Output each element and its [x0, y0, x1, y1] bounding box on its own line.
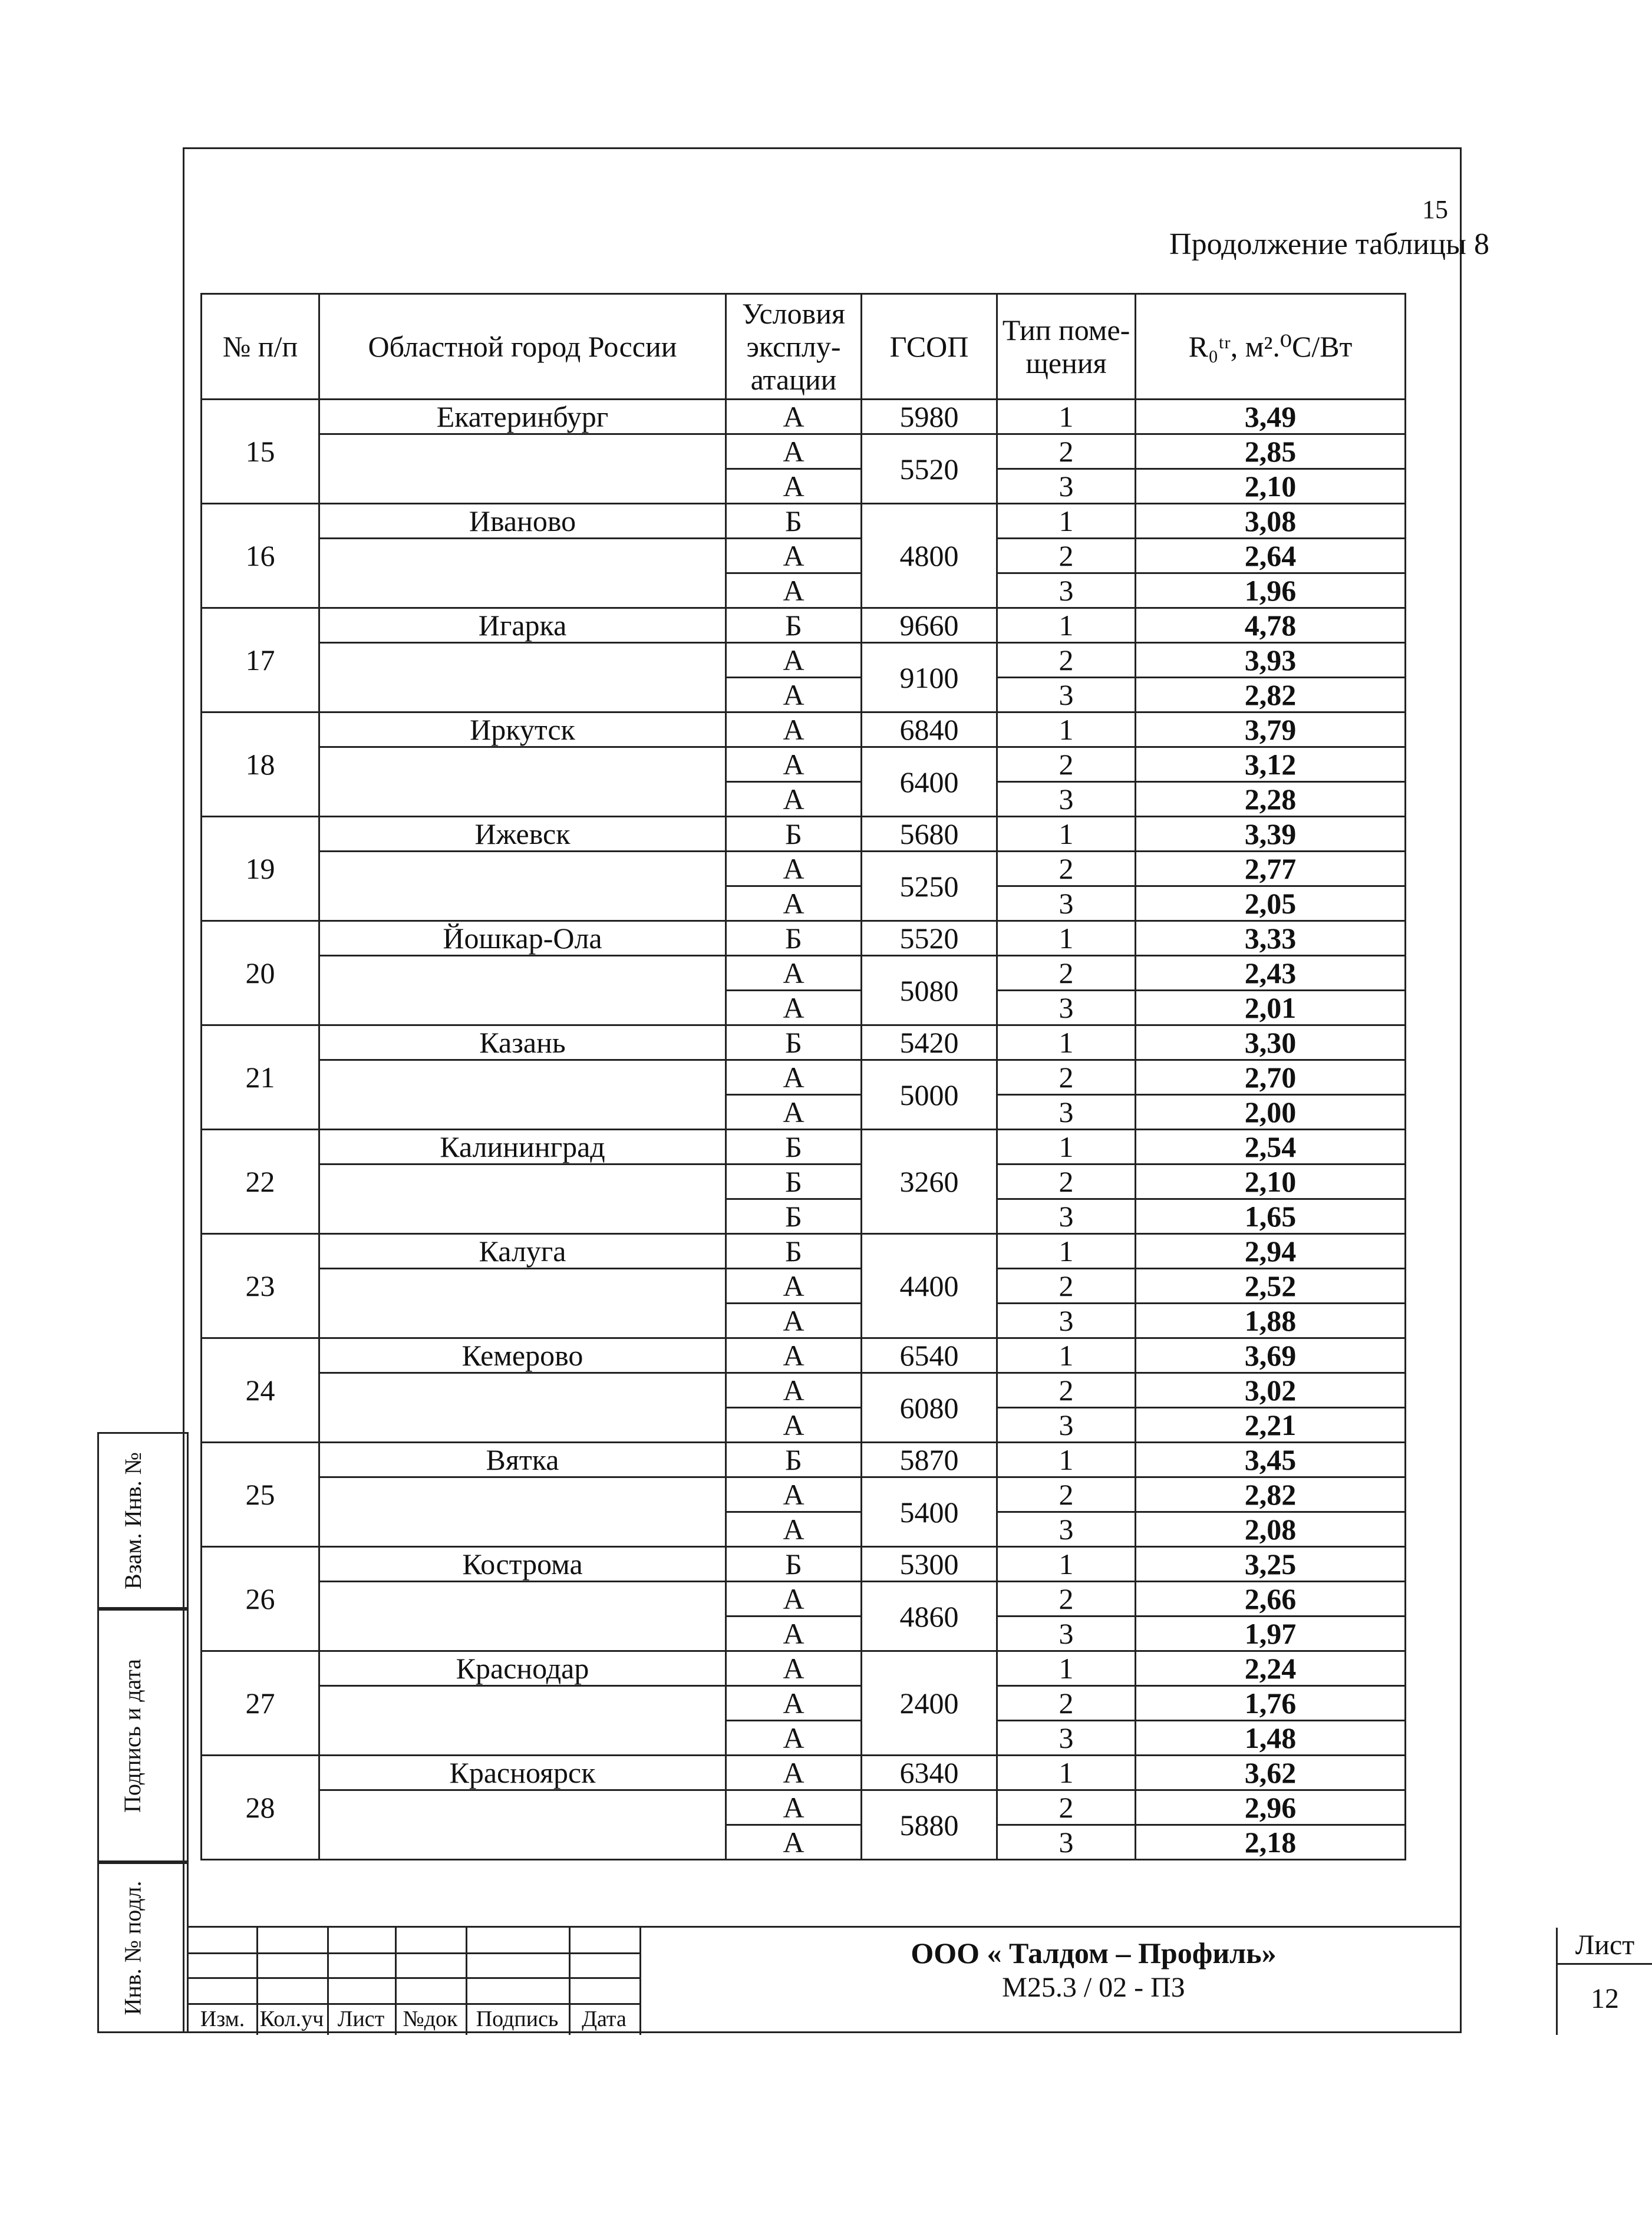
room-type-cell: 2: [997, 1060, 1136, 1095]
r0-value-cell: 2,00: [1136, 1095, 1406, 1130]
table-row: [202, 643, 1406, 678]
table-row: [202, 504, 1406, 539]
city-name: Йошкар-Ола: [319, 921, 726, 956]
row-num: 23: [202, 1234, 319, 1338]
condition-cell: А: [726, 434, 862, 469]
r0-value-cell: 2,08: [1136, 1512, 1406, 1547]
r0-value-cell: 3,02: [1136, 1373, 1406, 1408]
row-num: 15: [202, 400, 319, 504]
room-type-cell: 1: [997, 817, 1136, 852]
r0-value-cell: 2,10: [1136, 469, 1406, 504]
table-row: [202, 1130, 1406, 1164]
row-num: 19: [202, 817, 319, 921]
stamp-grid: [189, 1928, 639, 2035]
condition-cell: Б: [726, 1443, 862, 1477]
r0-value-cell: 3,69: [1136, 1338, 1406, 1373]
gsop-cell: 5880: [862, 1790, 997, 1860]
condition-cell: А: [726, 1338, 862, 1373]
r0-value-cell: 1,88: [1136, 1304, 1406, 1338]
room-type-cell: 2: [997, 643, 1136, 678]
table-row: [202, 1547, 1406, 1582]
table-row: [202, 1790, 1406, 1825]
gsop-cell: 5680: [862, 817, 997, 852]
city-blank: [319, 1164, 726, 1234]
r0-value-cell: 3,12: [1136, 747, 1406, 782]
strip-replace-inv: Взам. Инв. №: [119, 1451, 146, 1589]
room-type-cell: 1: [997, 1443, 1136, 1477]
header-conditions: Условия эксплу- атации: [726, 294, 862, 400]
room-type-cell: 3: [997, 1825, 1136, 1860]
city-blank: [319, 1373, 726, 1443]
room-type-cell: 3: [997, 1721, 1136, 1756]
r0-value-cell: 2,82: [1136, 678, 1406, 712]
condition-cell: Б: [726, 1547, 862, 1582]
room-type-cell: 1: [997, 1130, 1136, 1164]
strip-inv-orig: Инв. № подл.: [119, 1881, 146, 2015]
condition-cell: А: [726, 539, 862, 573]
table-row: [202, 921, 1406, 956]
row-num: 22: [202, 1130, 319, 1234]
condition-cell: А: [726, 782, 862, 817]
strip-sign-date: Подпись и дата: [119, 1658, 146, 1813]
table-caption: Продолжение таблицы 8: [1169, 227, 1489, 261]
room-type-cell: 2: [997, 956, 1136, 991]
room-type-cell: 3: [997, 678, 1136, 712]
row-num: 27: [202, 1651, 319, 1756]
room-type-cell: 3: [997, 1095, 1136, 1130]
room-type-cell: 3: [997, 1512, 1136, 1547]
r0-value-cell: 2,96: [1136, 1790, 1406, 1825]
room-type-cell: 1: [997, 712, 1136, 747]
table-row: [202, 1373, 1406, 1408]
table-row: [202, 1443, 1406, 1477]
table-row: [202, 1060, 1406, 1095]
page-number: 15: [1422, 195, 1448, 224]
room-type-cell: 1: [997, 608, 1136, 643]
city-blank: [319, 434, 726, 504]
room-type-cell: 1: [997, 1756, 1136, 1790]
table-row: [202, 400, 1406, 434]
city-name: Калининград: [319, 1130, 726, 1164]
room-type-cell: 2: [997, 852, 1136, 886]
row-num: 28: [202, 1756, 319, 1860]
r0-value-cell: 2,21: [1136, 1408, 1406, 1443]
room-type-cell: 2: [997, 1269, 1136, 1304]
condition-cell: А: [726, 573, 862, 608]
r0-value-cell: 3,45: [1136, 1443, 1406, 1477]
condition-cell: А: [726, 1721, 862, 1756]
side-strip: [97, 1432, 189, 2033]
table-row: [202, 712, 1406, 747]
condition-cell: Б: [726, 921, 862, 956]
city-name: Краснодар: [319, 1651, 726, 1686]
condition-cell: А: [726, 1617, 862, 1651]
r0-value-cell: 3,49: [1136, 400, 1406, 434]
room-type-cell: 3: [997, 1304, 1136, 1338]
r0-value-cell: 2,85: [1136, 434, 1406, 469]
table-row: [202, 1686, 1406, 1721]
condition-cell: А: [726, 1269, 862, 1304]
condition-cell: А: [726, 886, 862, 921]
r0-value-cell: 2,52: [1136, 1269, 1406, 1304]
r0-value-cell: 2,94: [1136, 1234, 1406, 1269]
room-type-cell: 3: [997, 1199, 1136, 1234]
condition-cell: Б: [726, 1130, 862, 1164]
condition-cell: А: [726, 643, 862, 678]
city-blank: [319, 1790, 726, 1860]
gsop-cell: 3260: [862, 1130, 997, 1234]
room-type-cell: 1: [997, 1547, 1136, 1582]
stamp-col-signature: Подпись: [476, 2007, 559, 2031]
r0-value-cell: 3,25: [1136, 1547, 1406, 1582]
r0-value-cell: 2,64: [1136, 539, 1406, 573]
city-name: Красноярск: [319, 1756, 726, 1790]
room-type-cell: 1: [997, 921, 1136, 956]
r0-value-cell: 3,79: [1136, 712, 1406, 747]
condition-cell: А: [726, 1790, 862, 1825]
header-room-type: Тип поме- щения: [997, 294, 1136, 400]
stamp-col-date: Дата: [582, 2007, 626, 2031]
data-table: [200, 293, 1406, 1860]
room-type-cell: 3: [997, 1408, 1136, 1443]
room-type-cell: 2: [997, 434, 1136, 469]
condition-cell: А: [726, 1095, 862, 1130]
room-type-cell: 1: [997, 1025, 1136, 1060]
gsop-cell: 2400: [862, 1651, 997, 1756]
table-row: [202, 956, 1406, 991]
table-row: [202, 852, 1406, 886]
org-name: ООО « Талдом – Профиль»: [911, 1937, 1277, 1970]
table-row: [202, 539, 1406, 573]
row-num: 18: [202, 712, 319, 817]
gsop-cell: 5250: [862, 852, 997, 921]
city-blank: [319, 1269, 726, 1338]
r0-value-cell: 2,66: [1136, 1582, 1406, 1617]
stamp-sheet-cell: [1556, 1928, 1652, 2035]
table-row: [202, 1269, 1406, 1304]
room-type-cell: 2: [997, 539, 1136, 573]
condition-cell: А: [726, 1686, 862, 1721]
r0-value-cell: 2,54: [1136, 1130, 1406, 1164]
room-type-cell: 1: [997, 1651, 1136, 1686]
city-name: Екатеринбург: [319, 400, 726, 434]
r0-value-cell: 2,05: [1136, 886, 1406, 921]
condition-cell: А: [726, 400, 862, 434]
gsop-cell: 5870: [862, 1443, 997, 1477]
condition-cell: А: [726, 1512, 862, 1547]
room-type-cell: 3: [997, 1617, 1136, 1651]
condition-cell: Б: [726, 1025, 862, 1060]
gsop-cell: 5300: [862, 1547, 997, 1582]
r0-value-cell: 3,62: [1136, 1756, 1406, 1790]
r0-value-cell: 2,01: [1136, 991, 1406, 1025]
header-r0: R₀ᵗʳ, м².⁰С/Вт: [1136, 294, 1406, 400]
room-type-cell: 1: [997, 1234, 1136, 1269]
header-num: № п/п: [202, 294, 319, 400]
stamp-col-doc: №док: [403, 2007, 458, 2031]
table-row: [202, 1234, 1406, 1269]
condition-cell: Б: [726, 1164, 862, 1199]
room-type-cell: 3: [997, 573, 1136, 608]
gsop-cell: 5520: [862, 434, 997, 504]
condition-cell: А: [726, 1756, 862, 1790]
condition-cell: А: [726, 1060, 862, 1095]
r0-value-cell: 2,70: [1136, 1060, 1406, 1095]
condition-cell: Б: [726, 817, 862, 852]
table-row: [202, 1025, 1406, 1060]
r0-value-cell: 3,39: [1136, 817, 1406, 852]
city-blank: [319, 1686, 726, 1756]
city-blank: [319, 1060, 726, 1130]
condition-cell: А: [726, 1582, 862, 1617]
table-row: [202, 1582, 1406, 1617]
gsop-cell: 6840: [862, 712, 997, 747]
gsop-cell: 6340: [862, 1756, 997, 1790]
r0-value-cell: 2,77: [1136, 852, 1406, 886]
room-type-cell: 2: [997, 1373, 1136, 1408]
row-num: 17: [202, 608, 319, 712]
city-name: Игарка: [319, 608, 726, 643]
r0-value-cell: 1,97: [1136, 1617, 1406, 1651]
condition-cell: А: [726, 991, 862, 1025]
table-row: [202, 434, 1406, 469]
city-name: Калуга: [319, 1234, 726, 1269]
table-row: [202, 608, 1406, 643]
gsop-cell: 6400: [862, 747, 997, 817]
row-num: 21: [202, 1025, 319, 1130]
r0-value-cell: 2,43: [1136, 956, 1406, 991]
city-blank: [319, 747, 726, 817]
r0-value-cell: 2,10: [1136, 1164, 1406, 1199]
condition-cell: А: [726, 712, 862, 747]
r0-value-cell: 1,96: [1136, 573, 1406, 608]
r0-value-cell: 1,48: [1136, 1721, 1406, 1756]
doc-code: М25.3 / 02 - ПЗ: [1002, 1972, 1185, 2003]
sheet-number: 12: [1591, 1983, 1619, 2014]
condition-cell: А: [726, 1373, 862, 1408]
gsop-cell: 6540: [862, 1338, 997, 1373]
r0-value-cell: 4,78: [1136, 608, 1406, 643]
city-name: Кострома: [319, 1547, 726, 1582]
city-blank: [319, 539, 726, 608]
table-row: [202, 1651, 1406, 1686]
room-type-cell: 1: [997, 504, 1136, 539]
gsop-cell: 5000: [862, 1060, 997, 1130]
condition-cell: Б: [726, 1199, 862, 1234]
condition-cell: А: [726, 1304, 862, 1338]
room-type-cell: 3: [997, 991, 1136, 1025]
r0-value-cell: 1,76: [1136, 1686, 1406, 1721]
gsop-cell: 5400: [862, 1477, 997, 1547]
condition-cell: Б: [726, 504, 862, 539]
condition-cell: А: [726, 469, 862, 504]
gsop-cell: 5420: [862, 1025, 997, 1060]
room-type-cell: 2: [997, 1790, 1136, 1825]
room-type-cell: 2: [997, 1686, 1136, 1721]
r0-value-cell: 3,33: [1136, 921, 1406, 956]
room-type-cell: 2: [997, 1164, 1136, 1199]
r0-value-cell: 2,82: [1136, 1477, 1406, 1512]
table-row: [202, 1756, 1406, 1790]
header-city: Областной город России: [319, 294, 726, 400]
table-header-row: [202, 294, 1406, 400]
r0-value-cell: 3,93: [1136, 643, 1406, 678]
r0-value-cell: 2,28: [1136, 782, 1406, 817]
city-blank: [319, 852, 726, 921]
condition-cell: Б: [726, 1234, 862, 1269]
gsop-cell: 4400: [862, 1234, 997, 1338]
gsop-cell: 5520: [862, 921, 997, 956]
condition-cell: А: [726, 678, 862, 712]
city-name: Казань: [319, 1025, 726, 1060]
r0-value-cell: 3,30: [1136, 1025, 1406, 1060]
stamp-org-cell: [639, 1928, 1555, 2035]
room-type-cell: 1: [997, 1338, 1136, 1373]
condition-cell: А: [726, 956, 862, 991]
city-name: Кемерово: [319, 1338, 726, 1373]
condition-cell: А: [726, 852, 862, 886]
condition-cell: Б: [726, 608, 862, 643]
table-row: [202, 817, 1406, 852]
room-type-cell: 3: [997, 886, 1136, 921]
condition-cell: А: [726, 747, 862, 782]
gsop-cell: 9660: [862, 608, 997, 643]
r0-value-cell: 1,65: [1136, 1199, 1406, 1234]
city-name: Ижевск: [319, 817, 726, 852]
header-gsop: ГСОП: [862, 294, 997, 400]
city-blank: [319, 1477, 726, 1547]
city-blank: [319, 1582, 726, 1651]
sheet-label: Лист: [1558, 1928, 1652, 1965]
stamp-col-count: Кол.уч: [259, 2007, 324, 2031]
room-type-cell: 1: [997, 400, 1136, 434]
title-block: [189, 1926, 1635, 2035]
city-name: Иваново: [319, 504, 726, 539]
city-name: Вятка: [319, 1443, 726, 1477]
city-blank: [319, 956, 726, 1025]
gsop-cell: 4860: [862, 1582, 997, 1651]
condition-cell: А: [726, 1408, 862, 1443]
row-num: 25: [202, 1443, 319, 1547]
room-type-cell: 2: [997, 1582, 1136, 1617]
city-blank: [319, 643, 726, 712]
room-type-cell: 3: [997, 782, 1136, 817]
gsop-cell: 5080: [862, 956, 997, 1025]
row-num: 20: [202, 921, 319, 1025]
table-row: [202, 1338, 1406, 1373]
stamp-col-change: Изм.: [200, 2007, 245, 2031]
room-type-cell: 3: [997, 469, 1136, 504]
r0-value-cell: 2,24: [1136, 1651, 1406, 1686]
table-row: [202, 747, 1406, 782]
r0-value-cell: 3,08: [1136, 504, 1406, 539]
gsop-cell: 6080: [862, 1373, 997, 1443]
city-name: Иркутск: [319, 712, 726, 747]
gsop-cell: 5980: [862, 400, 997, 434]
stamp-col-sheet: Лист: [337, 2007, 385, 2031]
room-type-cell: 2: [997, 1477, 1136, 1512]
condition-cell: А: [726, 1825, 862, 1860]
condition-cell: А: [726, 1477, 862, 1512]
condition-cell: А: [726, 1651, 862, 1686]
table-row: [202, 1477, 1406, 1512]
row-num: 24: [202, 1338, 319, 1443]
gsop-cell: 4800: [862, 504, 997, 608]
row-num: 16: [202, 504, 319, 608]
room-type-cell: 2: [997, 747, 1136, 782]
row-num: 26: [202, 1547, 319, 1651]
r0-value-cell: 2,18: [1136, 1825, 1406, 1860]
table-row: [202, 1164, 1406, 1199]
gsop-cell: 9100: [862, 643, 997, 712]
